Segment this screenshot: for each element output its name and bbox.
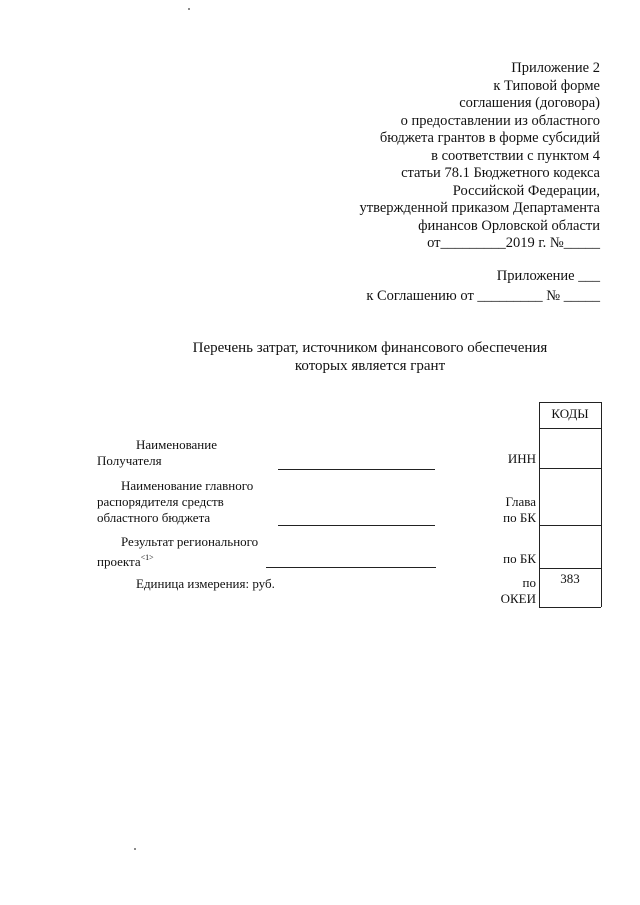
project-label-line2 — [97, 550, 154, 569]
bk-code-cell[interactable] — [539, 525, 601, 568]
project-label-line1: Результат регионального — [121, 534, 259, 549]
inn-code-cell[interactable] — [539, 428, 601, 468]
recipient-label-line2: Получателя — [97, 453, 162, 468]
agreement-appendix-line: Приложение ___ — [496, 268, 600, 284]
header-line: финансов Орловской области — [418, 217, 600, 234]
header-line: статьи 78.1 Бюджетного кодекса — [401, 165, 600, 181]
header-line: утвержденной приказом Департамента — [359, 200, 600, 216]
title-line: Перечень затрат, источником финансового обеспечения — [192, 340, 548, 356]
codes-table-line — [539, 402, 601, 403]
title-line: которых является грант — [294, 358, 446, 374]
okei-label-line2: ОКЕИ — [500, 591, 536, 606]
project-label-text: проекта — [97, 554, 141, 569]
recipient-name-field[interactable] — [278, 469, 435, 470]
appendix-header — [360, 60, 601, 253]
header-line: бюджета грантов в форме субсидий — [379, 130, 600, 146]
manager-label-line3: областного бюджета — [97, 510, 211, 525]
inn-label: ИНН — [507, 451, 536, 466]
okei-code-value: 383 — [560, 571, 580, 586]
codes-table-line — [539, 607, 601, 608]
bk-label: по БК — [503, 551, 536, 566]
header-line: Российской Федерации, — [452, 182, 600, 199]
scan-speck — [134, 848, 136, 850]
recipient-label-line1: Наименование — [136, 437, 217, 452]
header-line: о предоставлении из областного — [400, 112, 600, 129]
page-title — [0, 339, 640, 375]
header-line: в соответствии с пунктом 4 — [431, 147, 600, 164]
manager-label-line2: распорядителя средств — [97, 494, 224, 509]
unit-label: Единица измерения: руб. — [136, 576, 275, 591]
manager-label-line1: Наименование главного — [121, 478, 254, 493]
header-line: соглашения (договора) — [459, 95, 600, 111]
footnote-mark: <1> — [140, 553, 154, 562]
codes-table-line — [539, 568, 601, 569]
agreement-appendix-line: к Соглашению от _________ № _____ — [366, 288, 600, 304]
glava-code-cell[interactable] — [539, 468, 601, 525]
scan-speck — [188, 8, 190, 10]
codes-header: КОДЫ — [551, 406, 589, 421]
header-line: Приложение 2 — [511, 60, 600, 76]
project-field[interactable] — [266, 567, 436, 568]
glava-label-line1: Глава — [505, 494, 536, 509]
manager-name-field[interactable] — [278, 525, 435, 526]
header-line: от_________2019 г. №_____ — [427, 235, 600, 251]
glava-label-line2: по БК — [503, 510, 536, 525]
agreement-appendix — [366, 266, 600, 306]
okei-label-line1: по — [522, 575, 536, 590]
header-line: к Типовой форме — [493, 77, 600, 94]
